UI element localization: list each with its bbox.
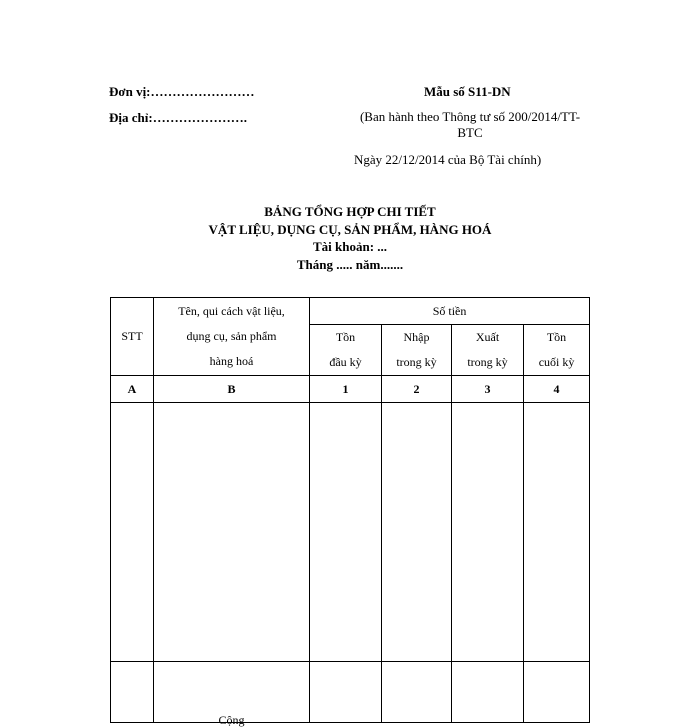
- header-issues-line2: trong kỳ: [467, 355, 508, 369]
- header-issues: [452, 325, 524, 376]
- address-field: Địa chỉ:………………….: [109, 110, 247, 125]
- header-issues-line1: Xuất: [475, 330, 500, 344]
- account-line: Tài khoản: ...: [312, 239, 388, 254]
- header-receipts-line2: trong kỳ: [396, 355, 437, 369]
- header-receipts-line1: Nhập: [403, 330, 430, 344]
- total-cell: [111, 662, 154, 723]
- body-cell: [111, 403, 154, 662]
- header-amount-group: Số tiền: [310, 298, 590, 325]
- total-row: [111, 662, 590, 723]
- header-closing-line1: Tồn: [546, 330, 567, 344]
- total-cell: [524, 662, 590, 723]
- body-cell: [154, 403, 310, 662]
- document-title: BẢNG TỔNG HỢP CHI TIẾT: [264, 204, 436, 219]
- body-cell: [452, 403, 524, 662]
- unit-field: Đơn vị:……………………: [109, 84, 255, 99]
- period-line: Tháng ..... năm.......: [296, 256, 404, 272]
- header-opening-line2: đầu kỳ: [329, 355, 362, 369]
- total-label-cell: [154, 662, 310, 727]
- column-index-cell: A: [111, 376, 154, 403]
- header-opening: [310, 325, 382, 376]
- column-index-cell: 3: [452, 376, 524, 403]
- document-title-block: [0, 203, 700, 273]
- summary-table: [110, 297, 590, 727]
- header-item-name-line3: hàng hoá: [209, 354, 254, 368]
- issued-by-note: (Ban hành theo Thông tư số 200/2014/TT-BTC: [359, 109, 581, 140]
- body-cell: [382, 403, 452, 662]
- form-code: Mẫu số S11-DN: [424, 84, 511, 99]
- header-closing-line2: cuối kỳ: [538, 355, 575, 369]
- header-row-1: [111, 298, 590, 325]
- column-index-cell: 1: [310, 376, 382, 403]
- column-index-cell: B: [154, 376, 310, 403]
- total-cell: [310, 662, 382, 723]
- column-index-cell: 4: [524, 376, 590, 403]
- column-index-row: [111, 376, 590, 403]
- issued-date-note: Ngày 22/12/2014 của Bộ Tài chính): [354, 152, 542, 167]
- document-subtitle: VẬT LIỆU, DỤNG CỤ, SẢN PHẨM, HÀNG HOÁ: [208, 221, 492, 237]
- total-cell: [452, 662, 524, 723]
- header-item-name-line2: dụng cụ, sản phẩm: [186, 329, 277, 343]
- body-cell: [524, 403, 590, 662]
- total-label: Cộng: [218, 713, 245, 727]
- header-stt: STT: [111, 298, 154, 376]
- header-closing: [524, 325, 590, 376]
- table-row: [111, 403, 590, 662]
- header-receipts: [382, 325, 452, 376]
- header-item-name: [154, 298, 310, 376]
- body-cell: [310, 403, 382, 662]
- total-cell: [382, 662, 452, 723]
- header-item-name-line1: Tên, qui cách vật liệu,: [178, 304, 285, 318]
- column-index-cell: 2: [382, 376, 452, 403]
- header-opening-line1: Tồn: [335, 330, 356, 344]
